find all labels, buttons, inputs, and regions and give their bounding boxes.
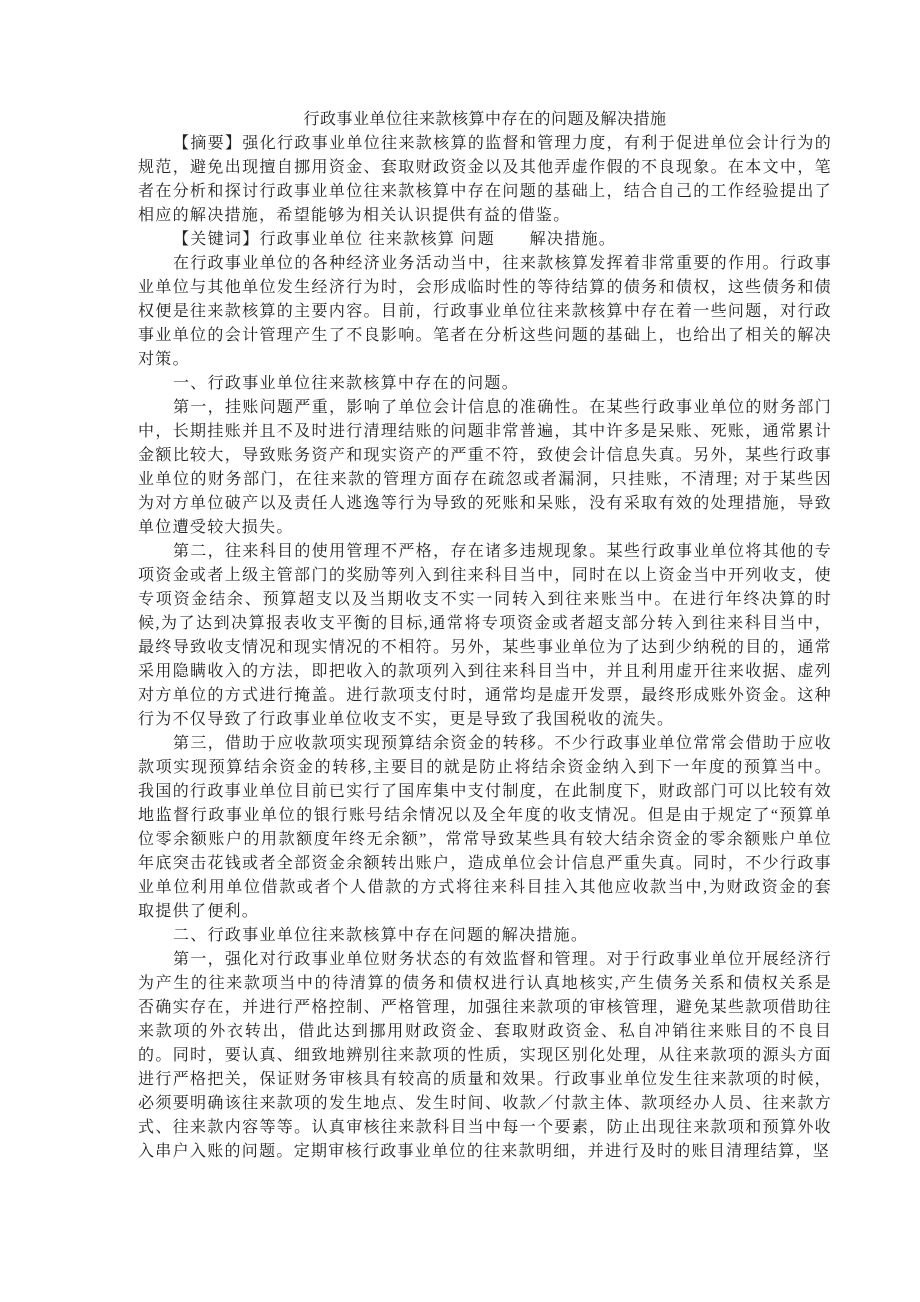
keywords-paragraph: 【关键词】行政事业单位 往来款核算 问题 解决措施。 [173, 231, 617, 248]
section-2-heading: 二、行政事业单位往来款核算中存在问题的解决措施。 [173, 927, 589, 944]
intro-paragraph: 在行政事业单位的各种经济业务活动当中，往来款核算发挥着非常重要的作用。行政事业单位与其他单位发生经济行为时，会形成临时性的等待结算的债务和债权，这些债务和债权便是往来款核算的主要内容。目前，行政事业单位往来款核算中存在着一些问题，对行政事业单位的会计管理产生了不良影响。笔者在分析这些问题的基础上，也给出了相关的解决对策。 [138, 255, 832, 368]
abstract-paragraph: 【摘要】强化行政事业单位往来款核算的监督和管理力度，有利于促进单位会计行为的规范，避免出现擅自挪用资金、套取财政资金以及其他弄虚作假的不良现象。在本文中，笔者在分析和探讨行政事业单位往来款核算中存在问题的基础上，结合自己的工作经验提出了相应的解决措施，希望能够为相关认识提供有益的借鉴。 [138, 135, 832, 224]
document-title: 行政事业单位往来款核算中存在的问题及解决措施 [303, 111, 667, 128]
section-1-heading: 一、行政事业单位往来款核算中存在的问题。 [173, 375, 520, 392]
problem-1-paragraph: 第一，挂账问题严重，影响了单位会计信息的准确性。在某些行政事业单位的财务部门中，长期挂账并且不及时进行清理结账的问题非常普遍，其中许多是呆账、死账，通常累计金额比较大，导致账务资产和现实资产的严重不符，致使会计信息失真。另外，某些行政事业单位的财务部门，在往来款的管理方面存在疏忽或者漏洞，只挂账，不清理; 对于某些因为对方单位破产以及责任人逃逸等行为导致的死账和呆账，没有采取有效的处理措施，导致单位遭受较大损失。 [138, 399, 832, 536]
problem-2-paragraph: 第二，往来科目的使用管理不严格，存在诸多违规现象。某些行政事业单位将其他的专项资金或者上级主管部门的奖励等列入到往来科目当中，同时在以上资金当中开列收支，使专项资金结余、预算超支以及当期收支不实一同转入到往来账当中。在进行年终决算的时候,为了达到决算报表收支平衡的目标,通常将专项资金或者超支部分转入到往来科目当中，最终导致收支情况和现实情况的不相符。另外，某些事业单位为了达到少纳税的目的，通常采用隐瞒收入的方法，即把收入的款项列入到往来科目当中，并且利用虚开往来收据、虚列对方单位的方式进行掩盖。进行款项支付时，通常均是虚开发票，最终形成账外资金。这种行为不仅导致了行政事业单位收支不实，更是导致了我国税收的流失。 [138, 543, 832, 728]
problem-3-paragraph: 第三，借助于应收款项实现预算结余资金的转移。不少行政事业单位常常会借助于应收款项实现预算结余资金的转移,主要目的就是防止将结余资金纳入到下一年度的预算当中。我国的行政事业单位目前已实行了国库集中支付制度，在此制度下，财政部门可以比较有效地监督行政事业单位的银行账号结余情况以及全年度的收支情况。但是由于规定了“预算单位零余额账户的用款额度年终无余额”，常常导致某些具有较大结余资金的零余额账户单位年底突击花钱或者全部资金余额转出账户，造成单位会计信息严重失真。同时，不少行政事业单位利用单位借款或者个人借款的方式将往来科目挂入其他应收款当中,为财政资金的套取提供了便利。 [138, 735, 832, 920]
solution-1-paragraph: 第一，强化对行政事业单位财务状态的有效监督和管理。对于行政事业单位开展经济行为产生的往来款项当中的待清算的债务和债权进行认真地核实,产生债务关系和债权关系是否确实存在，并进行严格控制、严格管理，加强往来款项的审核管理，避免某些款项借助往来款项的外衣转出，借此达到挪用财政资金、套取财政资金、私自冲销往来账目的不良目的。同时，要认真、细致地辨别往来款项的性质，实现区别化处理，从往来款项的源头方面进行严格把关，保证财务审核具有较高的质量和效果。行政事业单位发生往来款项的时候，必须要明确该往来款项的发生地点、发生时间、收款／付款主体、款项经办人员、往来款方式、往来款内容等等。认真审核往来款科目当中每一个要素，防止出现往来款项和预算外收入串户入账的问题。定期审核行政事业单位的往来款明细，并进行及时的账目清理结算，坚 [138, 951, 832, 1160]
